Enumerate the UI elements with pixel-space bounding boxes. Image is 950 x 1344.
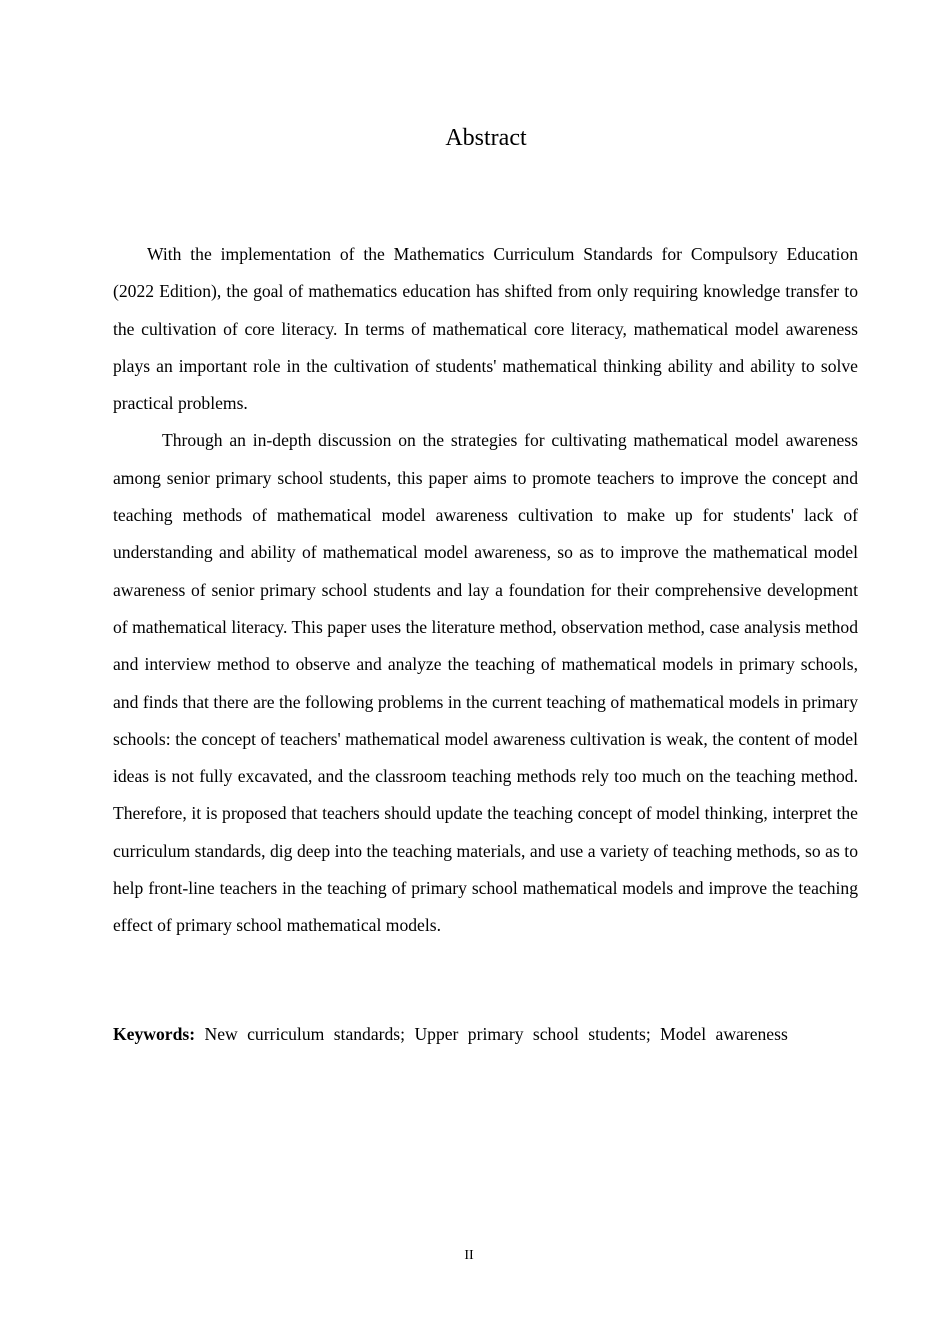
keywords-line — [113, 1016, 858, 1053]
keywords-text: New curriculum standards; Upper primary school students; Model awareness — [204, 1024, 788, 1044]
abstract-paragraph-2: Through an in-depth discussion on the strategies for cultivating mathematical model awareness among senior primary school students, this paper aims to promote teachers to improve the concept and teaching methods of mathematical model awareness cultivation to make up for students' lack of understanding and ability of mathematical model awareness, so as to improve the mathematical model awareness of senior primary school students and lay a foundation for their comprehensive development of mathematical literacy. This paper uses the literature method, observation method, case analysis method and interview method to observe and analyze the teaching of mathematical models in primary schools, and finds that there are the following problems in the current teaching of mathematical models in primary schools: the concept of teachers' mathematical model awareness cultivation is weak, the content of model ideas is not fully excavated, and the classroom teaching methods rely too much on the teaching method. Therefore, it is proposed that teachers should update the teaching concept of model thinking, interpret the curriculum standards, dig deep into the teaching materials, and use a variety of teaching methods, so as to help front-line teachers in the teaching of primary school mathematical models and improve the teaching effect of primary school mathematical models. — [113, 430, 858, 936]
abstract-body — [113, 236, 858, 945]
keywords-label: Keywords: — [113, 1024, 196, 1044]
abstract-paragraph-1: With the implementation of the Mathematics Curriculum Standards for Compulsory Education (2022 Edition), the goal of mathematics education has shifted from only requiring knowledge transfer to the cultivation of core literacy. In terms of mathematical core literacy, mathematical model awareness plays an important role in the cultivation of students' mathematical thinking ability and ability to solve practical problems. — [113, 244, 858, 414]
page-title: Abstract — [445, 125, 527, 151]
page-number: II — [464, 1248, 474, 1263]
